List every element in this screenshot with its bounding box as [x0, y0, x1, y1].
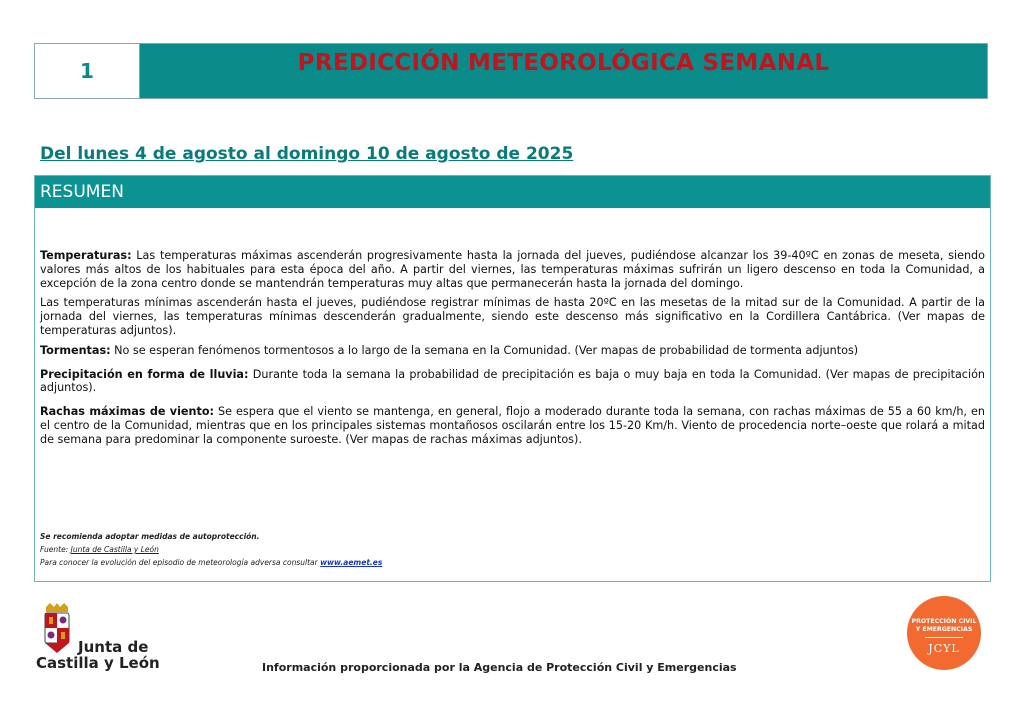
notes — [40, 530, 382, 569]
title-band — [140, 44, 987, 98]
aemet-link[interactable]: www.aemet.es — [320, 558, 383, 567]
temperature-label: Temperaturas: — [40, 249, 132, 262]
badge-line2: Y EMERGENCIAS — [915, 626, 973, 633]
rain-paragraph — [40, 368, 985, 396]
rain-text: Durante toda la semana la probabilidad de precipitación es baja o muy baja en toda la Comunidad. (Ver mapas de precipitación adjuntos). — [40, 367, 986, 395]
temperature-text: Las temperaturas máximas ascenderán progresivamente hasta la jornada del jueves, pudiéndose alcanzar los 39-40ºC en zonas de meseta, siendo valores más altos de los habituales para esta época del año. A partir del viernes, las temperaturas máximas sufrirán un ligero descenso en toda la Comunidad, a excepción de la zona centro donde se mantendrán temperaturas muy altas que permanecerán hasta la jornada del domingo. — [40, 249, 985, 290]
proteccion-civil-badge — [907, 596, 981, 670]
storm-paragraph — [40, 344, 985, 358]
storm-text: No se esperan fenómenos tormentosos a lo largo de la semana en la Comunidad. (Ver mapas de probabilidad de tormenta adjuntos) — [110, 343, 859, 357]
more-info-prefix: Para conocer la evolución del episodio de meteorología adversa consultar — [40, 558, 321, 567]
source-note — [40, 543, 382, 556]
more-info-note — [40, 556, 382, 569]
advice-note: Se recomienda adoptar medidas de autoprotección. — [40, 532, 260, 541]
summary-heading: RESUMEN — [35, 176, 990, 208]
page-title: PREDICCIÓN METEOROLÓGICA SEMANAL — [297, 50, 830, 76]
logo-line2: Castilla y León — [36, 654, 160, 672]
header-bar — [34, 43, 988, 99]
date-range: Del lunes 4 de agosto al domingo 10 de agosto de 2025 — [40, 144, 574, 164]
badge-jcyl: JCYL — [928, 642, 960, 655]
rain-label: Precipitación en forma de lluvia: — [40, 367, 249, 381]
storm-label: Tormentas: — [40, 343, 111, 357]
temperature-min-paragraph: Las temperaturas mínimas ascenderán hasta el jueves, pudiéndose registrar mínimas de hasta 20ºC en las mesetas de la mitad sur de la Comunidad. A partir de la jornada del viernes, las temperaturas mínimas descenderán gradualmente, siendo este descenso más significativo en la Cordillera Cantábrica. (Ver mapas de temperaturas adjuntos). — [40, 296, 985, 337]
wind-paragraph — [40, 405, 985, 446]
coat-of-arms-icon — [40, 603, 74, 655]
badge-divider — [925, 637, 963, 638]
footer-text: Información proporcionada por la Agencia de Protección Civil y Emergencias — [262, 661, 737, 674]
badge-text — [907, 618, 981, 634]
summary-box — [34, 175, 991, 582]
source-prefix: Fuente: — [40, 545, 71, 554]
wind-label: Rachas máximas de viento: — [40, 405, 214, 419]
logo-line1: Junta de — [78, 638, 149, 656]
source-link[interactable]: Junta de Castilla y León — [70, 545, 159, 554]
section-number: 1 — [35, 44, 140, 98]
badge-line1: PROTECCIÓN CIVIL — [911, 618, 977, 625]
summary-content — [40, 249, 985, 453]
junta-logo — [36, 603, 160, 673]
wind-text: Se espera que el viento se mantenga, en general, flojo a moderado durante toda la semana, con rachas máximas de 55 a 60 km/h, en el centro de la Comunidad, mientras que en los principales sistemas montañosos oscilarán entre los 15-20 Km/h. Viento de procedencia norte–oeste que rolará a mitad de semana para predominar la componente suroeste. (Ver mapas de rachas máximas adjuntos). — [40, 405, 985, 446]
temperature-paragraph — [40, 249, 985, 290]
